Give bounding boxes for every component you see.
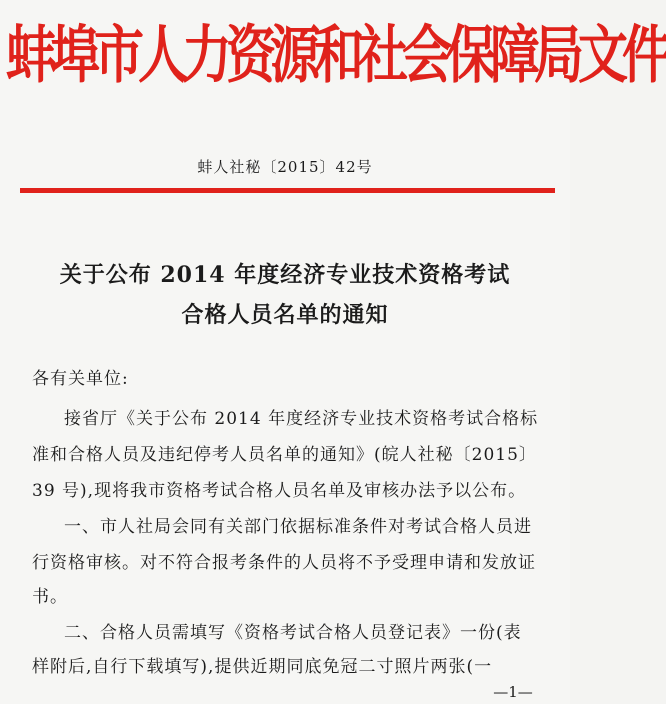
body-line: 书。 (32, 587, 68, 607)
body-line: 样附后,自行下载填写),提供近期同底免冠二寸照片两张(一 (32, 657, 493, 677)
body-line: 准和合格人员及违纪停考人员名单的通知》(皖人社秘〔2015〕 (32, 445, 537, 465)
body-line: 行资格审核。对不符合报考条件的人员将不予受理申请和发放证 (32, 553, 536, 573)
red-divider-line (20, 188, 555, 193)
salutation: 各有关单位: (32, 369, 129, 389)
page-number: —1— (493, 683, 533, 701)
body-line: 接省厅《关于公布 2014 年度经济专业技术资格考试合格标 (64, 409, 539, 429)
notice-title-line-1: 关于公布 2014 年度经济专业技术资格考试 (59, 262, 511, 288)
body-line: 一、市人社局会同有关部门依据标准条件对考试合格人员进 (64, 517, 532, 537)
masthead-title: 蚌埠市人力资源和社会保障局文件 (6, 18, 666, 92)
notice-title-line-2: 合格人员名单的通知 (181, 302, 389, 328)
body-line: 39 号),现将我市资格考试合格人员名单及审核办法予以公布。 (32, 481, 527, 501)
document-number: 蚌人社秘〔2015〕42号 (197, 158, 373, 176)
body-line: 二、合格人员需填写《资格考试合格人员登记表》一份(表 (64, 623, 522, 643)
